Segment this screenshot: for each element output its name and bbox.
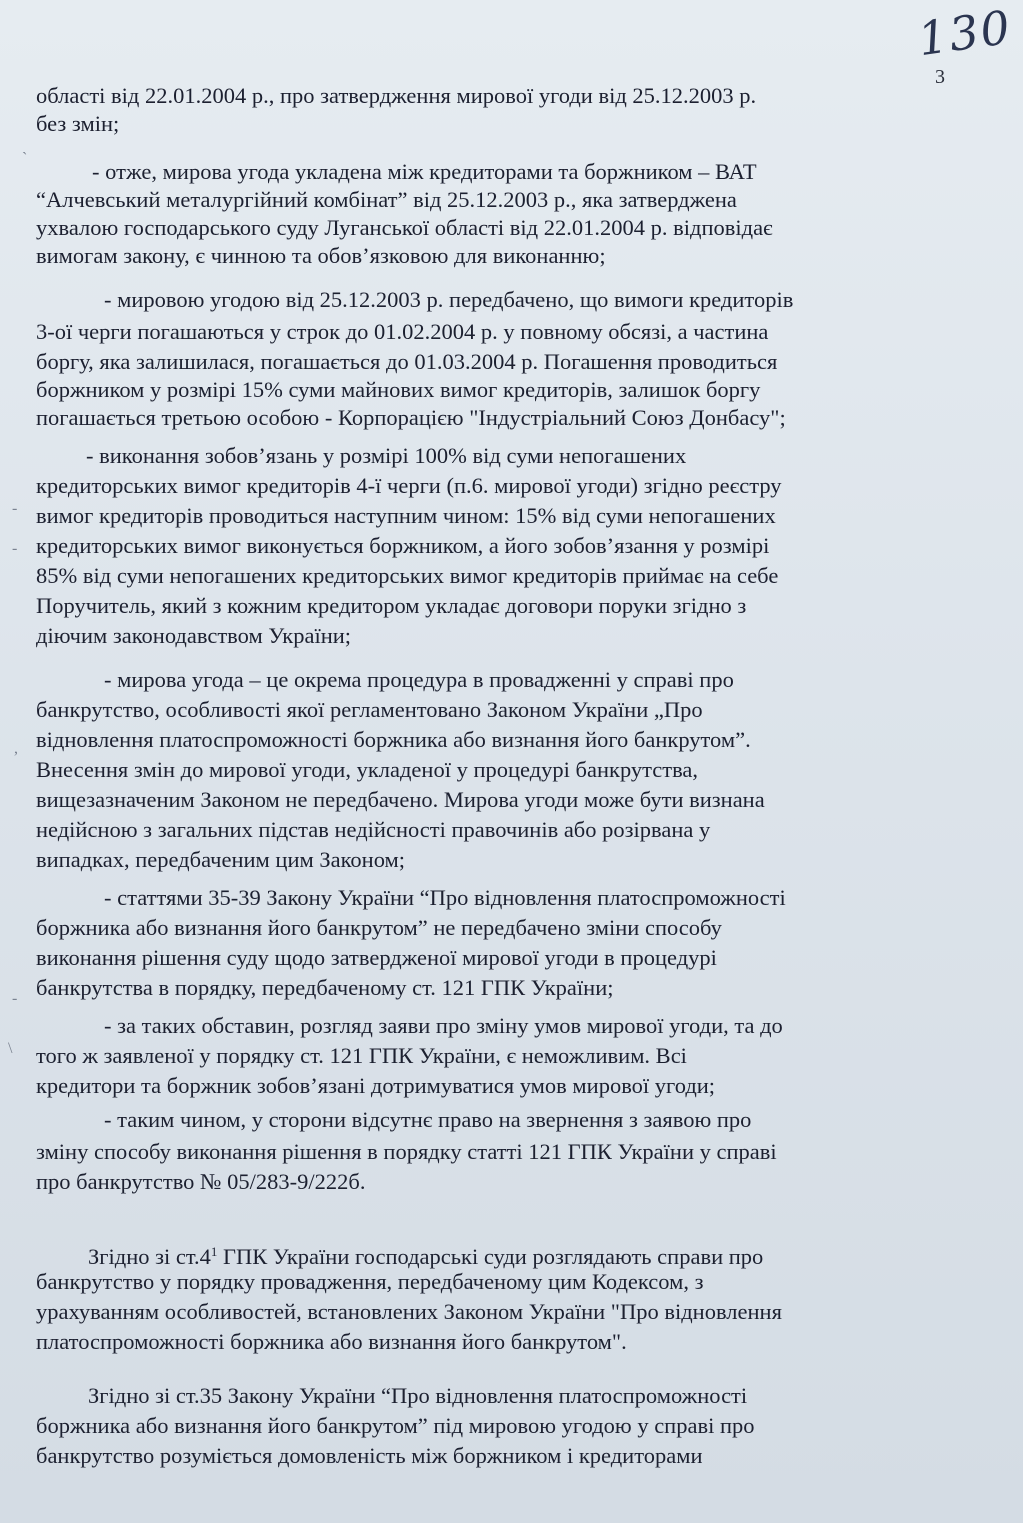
text-line: кредитори та боржник зобов’язані дотримуватися умов мирової угоди; — [36, 1073, 716, 1098]
text-line: кредиторських вимог кредиторів 4-ї черги (п.6. мирової угоди) згідно реєстру — [36, 473, 782, 498]
margin-mark: \ — [8, 1040, 13, 1057]
text-line: погашається третьою особою - Корпорацією "Індустріальний Союз Донбасу"; — [36, 405, 786, 430]
text-line: банкрутство у порядку провадження, передбаченому цим Кодексом, з — [36, 1269, 704, 1294]
handwritten-page-number: 130 — [914, 0, 1016, 67]
text-line: - виконання зобов’язань у розмірі 100% від суми непогашених — [86, 443, 687, 468]
text-line: випадках, передбаченим цим Законом; — [36, 847, 406, 872]
text-line: боржника або визнання його банкрутом” не передбачено зміни способу — [36, 915, 722, 940]
text-line: Поручитель, який з кожним кредитором укладає договори поруки згідно з — [36, 593, 747, 618]
text-line: - отже, мирова угода укладена між кредиторами та боржником – ВАТ — [92, 159, 757, 184]
text-line: - за таких обставин, розгляд заяви про зміну умов мирової угоди, та до — [104, 1013, 783, 1038]
text-line: зміну способу виконання рішення в порядку статті 121 ГПК України у справі — [36, 1139, 777, 1164]
text-line: 85% від суми непогашених кредиторських вимог кредиторів приймає на себе — [36, 563, 779, 588]
text-line: банкрутства в порядку, передбаченому ст. 121 ГПК України; — [36, 975, 614, 1000]
text-line: боржника або визнання його банкрутом” під мировою угодою у справі про — [36, 1413, 755, 1438]
text-line: платоспроможності боржника або визнання його банкрутом". — [36, 1329, 627, 1354]
text-line: ухвалою господарського суду Луганської області від 22.01.2004 р. відповідає — [36, 215, 773, 240]
text-line: без змін; — [36, 111, 120, 136]
text-line: Згідно зі ст.35 Закону України “Про відновлення платоспроможності — [88, 1383, 748, 1408]
text-line: “Алчевський металургійний комбінат” від 25.12.2003 р., яка затверджена — [36, 187, 737, 212]
text-line: відновлення платоспроможності боржника або визнання його банкрутом”. — [36, 727, 751, 752]
margin-mark: - — [12, 990, 18, 1007]
superscript: 1 — [210, 1244, 218, 1259]
text-line: - мирова угода – це окрема процедура в провадженні у справі про — [104, 667, 734, 692]
text-line: боржником у розмірі 15% суми майнових вимог кредиторів, залишок боргу — [36, 377, 761, 402]
text-line: кредиторських вимог виконується боржником, а його зобов’язання у розмірі — [36, 533, 770, 558]
text-line — [88, 1238, 764, 1269]
text-line: - мировою угодою від 25.12.2003 р. передбачено, що вимоги кредиторів — [104, 287, 794, 312]
text-line: 3-ої черги погашаються у строк до 01.02.2004 р. у повному обсязі, а частина — [36, 319, 769, 344]
text-line: Внесення змін до мирової угоди, укладеної у процедурі банкрутства, — [36, 757, 699, 782]
text-line: виконання рішення суду щодо затвердженої мирової угоди в процедурі — [36, 945, 717, 970]
text-line: банкрутство розуміється домовленість між боржником і кредиторами — [36, 1443, 703, 1468]
text-line: - таким чином, у сторони відсутнє право на звернення з заявою про — [104, 1107, 752, 1132]
text-line: вищезазначеним Законом не передбачено. Мирова угоди може бути визнана — [36, 787, 765, 812]
text-line: вимог кредиторів проводиться наступним чином: 15% від суми непогашених — [36, 503, 776, 528]
margin-mark: , — [14, 740, 18, 757]
text-line: області від 22.01.2004 р., про затвердження мирової угоди від 25.12.2003 р. — [36, 83, 757, 108]
text-fragment: ГПК України господарські суди розглядають справи про — [217, 1244, 764, 1269]
text-line: вимогам закону, є чинною та обов’язковою для виконанню; — [36, 243, 606, 268]
text-line: банкрутство, особливості якої регламентовано Законом України „Про — [36, 697, 703, 722]
margin-mark: - — [12, 500, 18, 517]
text-line: боргу, яка залишилася, погашається до 01.03.2004 р. Погашення проводиться — [36, 349, 778, 374]
margin-mark: ˋ — [22, 150, 28, 167]
text-line: урахуванням особливостей, встановлених Законом України "Про відновлення — [36, 1299, 782, 1324]
text-line: недійсною з загальних підстав недійсності правочинів або розірвана у — [36, 817, 711, 842]
margin-mark: - — [12, 540, 18, 557]
text-line: - статтями 35-39 Закону України “Про відновлення платоспроможності — [104, 885, 786, 910]
text-line: того ж заявленої у порядку ст. 121 ГПК України, є неможливим. Всі — [36, 1043, 687, 1068]
text-line: діючим законодавством України; — [36, 623, 352, 648]
text-fragment: Згідно зі ст.4 — [88, 1244, 211, 1269]
text-line: про банкрутство № 05/283-9/222б. — [36, 1169, 366, 1194]
printed-page-number: 3 — [935, 66, 945, 88]
